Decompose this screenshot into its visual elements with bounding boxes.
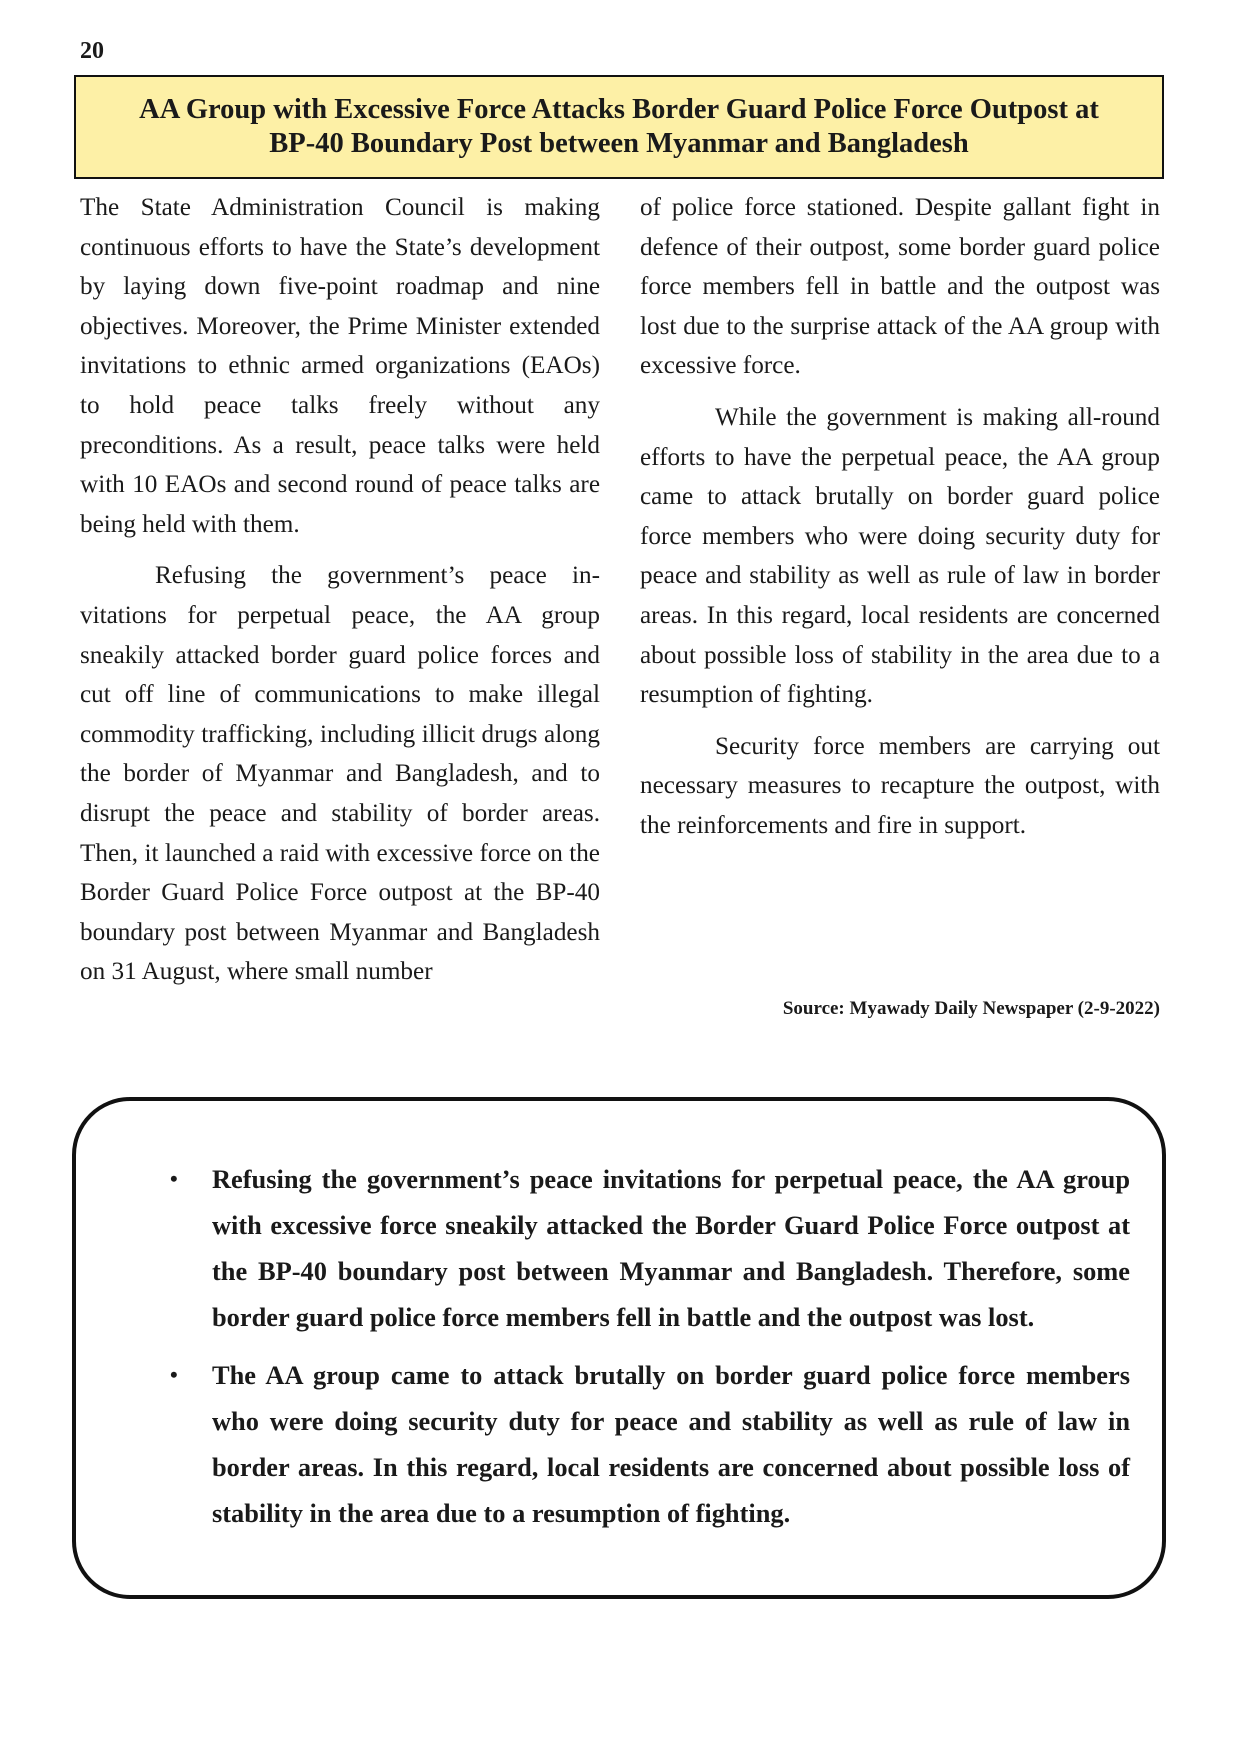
bullet-icon: •: [170, 1362, 178, 1387]
summary-list: [140, 1156, 1130, 1536]
page-title: [125, 93, 1113, 161]
article-paragraph: While the government is making all-round efforts to have the perpetual peace, the AA group came to attack brutally on border guard police force members who were doing security duty for peace and stability as well as rule of law in border areas. In this regard, local residents are concerned about possible loss of stability in the area due to a resumption of fighting.: [640, 403, 1160, 709]
article-paragraph: of police force stationed. Despite gallant fight in defence of their outpost, some border guard police force members fell in battle and the outpost was lost due to the surprise attack of the AA group with excessive force.: [640, 194, 1160, 380]
bullet-icon: •: [170, 1166, 178, 1191]
article-left-column: [80, 188, 600, 992]
article-paragraph: Refusing the government’s peace invitations for perpetual peace, the AA group sneakily attacked border guard police forces and cut off line of communications to make illegal commodity trafficking, including illicit drugs along the border of Myanmar and Bangladesh, and to disrupt the peace and stability of border areas. Then, it launched a raid with excessive force on the Border Guard Police Force outpost at the BP-40 boundary post between Myanmar and Bangladesh on 31 August, where small number: [80, 562, 600, 986]
article-paragraph: The State Administration Council is making continuous efforts to have the State’s development by laying down five-point roadmap and nine objectives. Moreover, the Prime Minister extended invitations to ethnic armed organizations (EAOs) to hold peace talks freely without any preconditions. As a result, peace talks were held with 10 EAOs and second round of peace talks are being held with them.: [80, 194, 600, 538]
summary-item: [140, 1156, 1130, 1340]
title-line-1: AA Group with Excessive Force Attacks Border Guard Police Force Outpost at: [139, 94, 1099, 125]
title-box: [74, 75, 1164, 179]
summary-item-text: The AA group came to attack brutally on border guard police force members who were doing security duty for peace and stability as well as rule of law in border areas. In this regard, local residents are concerned about possible loss of stability in the area due to a resumption of fighting.: [212, 1360, 1130, 1528]
title-line-2: BP-40 Boundary Post between Myanmar and Bangladesh: [269, 128, 969, 159]
summary-item: [140, 1352, 1130, 1536]
page-number: 20: [80, 38, 104, 64]
summary-box: [72, 1097, 1166, 1599]
article-paragraph: Security force members are carrying out necessary measures to recapture the outpost, with the reinforcements and fire in support.: [640, 732, 1160, 839]
source-citation: Source: Myawady Daily Newspaper (2-9-2022): [782, 998, 1160, 1019]
article-right-column: [640, 188, 1160, 846]
summary-item-text: Refusing the government’s peace invitations for perpetual peace, the AA group with excessive force sneakily attacked the Border Guard Police Force outpost at the BP-40 boundary post between Myanmar and Bangladesh. Therefore, some border guard police force members fell in battle and the outpost was lost.: [212, 1164, 1130, 1332]
